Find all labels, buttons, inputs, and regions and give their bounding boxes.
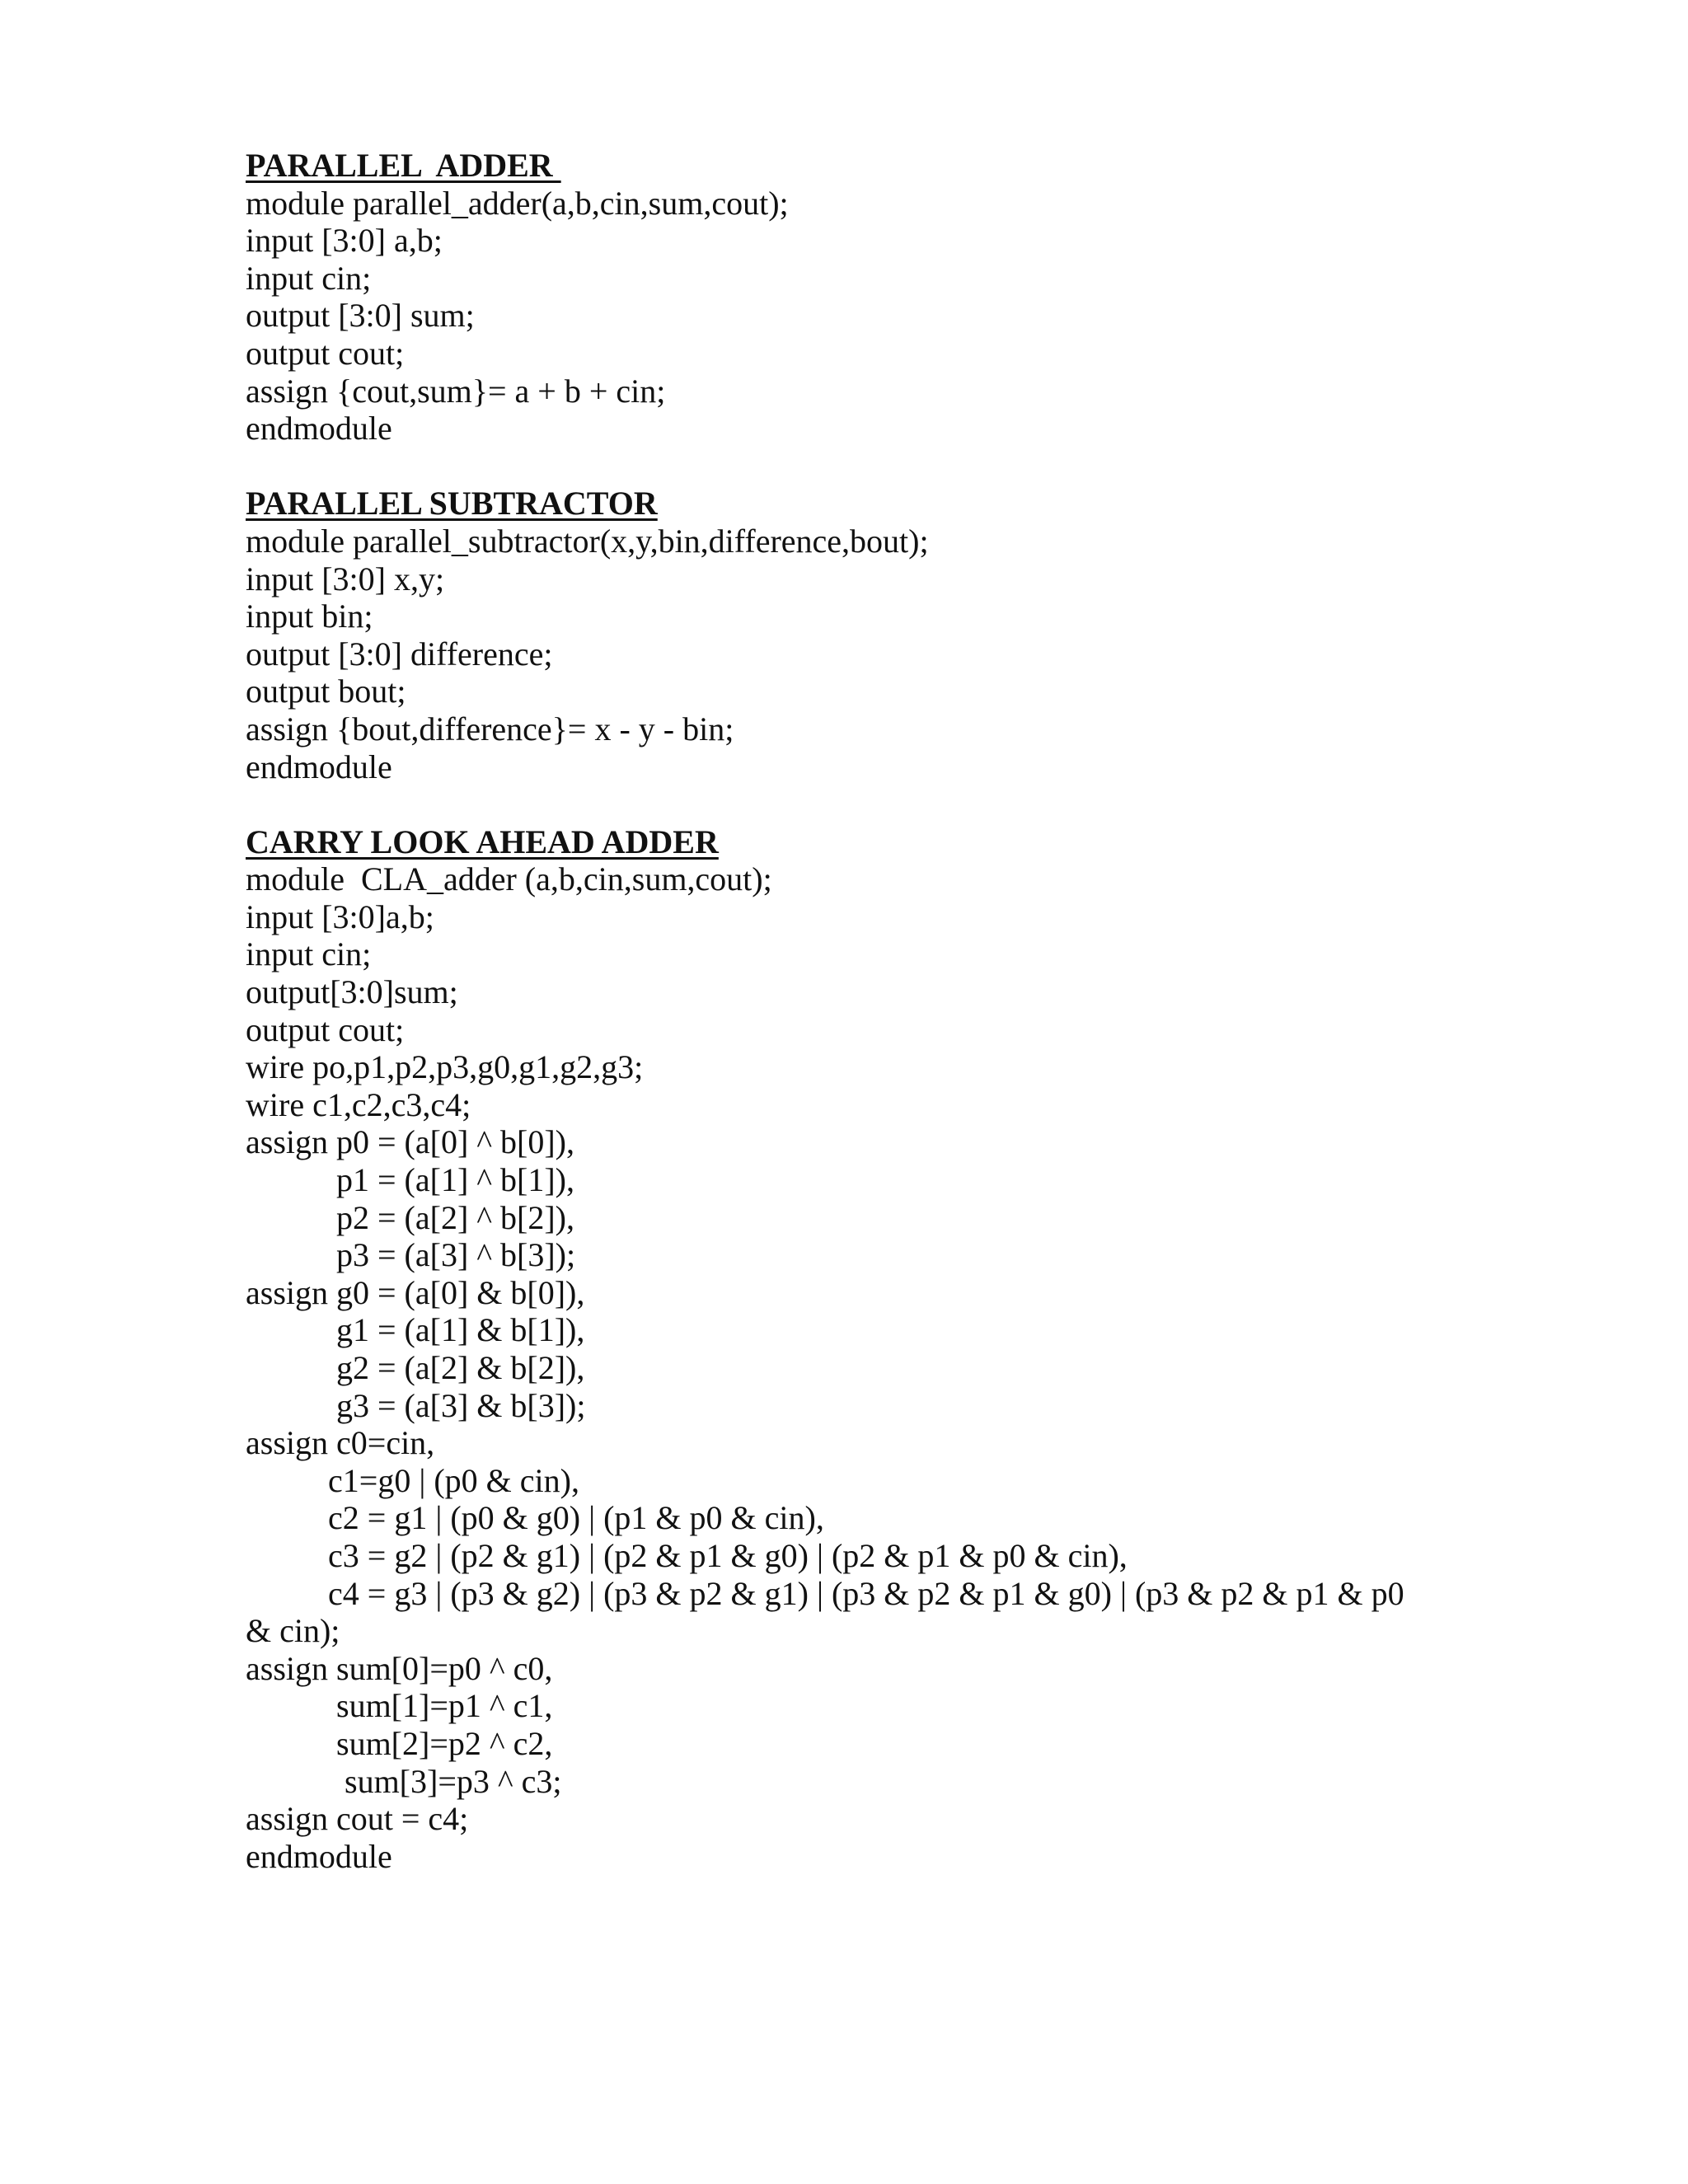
- code-line: input cin;: [246, 259, 372, 297]
- code-line: output cout;: [246, 334, 405, 372]
- code-line: sum[2]=p2 ^ c2,: [246, 1724, 553, 1762]
- code-line: output bout;: [246, 673, 406, 710]
- code-line: assign {cout,sum}= a + b + cin;: [246, 372, 666, 410]
- code-line: g3 = (a[3] & b[3]);: [246, 1386, 586, 1424]
- code-line: wire c1,c2,c3,c4;: [246, 1085, 471, 1123]
- code-line: g1 = (a[1] & b[1]),: [246, 1311, 585, 1349]
- section-parallel-subtractor: [246, 485, 1482, 785]
- section-heading: CARRY LOOK AHEAD ADDER: [246, 823, 719, 860]
- section-parallel-adder: [246, 147, 1482, 448]
- code-line: c2 = g1 | (p0 & g0) | (p1 & p0 & cin),: [246, 1499, 824, 1537]
- code-line: assign cout = c4;: [246, 1800, 469, 1838]
- code-line: input cin;: [246, 935, 372, 973]
- section-heading: PARALLEL ADDER: [246, 147, 561, 184]
- code-line: assign g0 = (a[0] & b[0]),: [246, 1273, 585, 1311]
- code-line: input bin;: [246, 598, 373, 635]
- code-line: wire po,p1,p2,p3,g0,g1,g2,g3;: [246, 1048, 644, 1086]
- code-line: input [3:0] x,y;: [246, 560, 445, 598]
- code-line: c1=g0 | (p0 & cin),: [246, 1461, 579, 1499]
- code-line: module parallel_subtractor(x,y,bin,difference,bout);: [246, 522, 929, 560]
- code-line: assign {bout,difference}= x - y - bin;: [246, 710, 734, 748]
- code-line: output cout;: [246, 1010, 405, 1048]
- document-content: [246, 147, 1482, 1875]
- section-carry-look-ahead-adder: [246, 823, 1482, 1876]
- code-line: sum[3]=p3 ^ c3;: [246, 1762, 562, 1800]
- code-line: endmodule: [246, 410, 392, 448]
- code-line: sum[1]=p1 ^ c1,: [246, 1687, 553, 1725]
- code-line: assign sum[0]=p0 ^ c0,: [246, 1649, 553, 1687]
- code-line: endmodule: [246, 1837, 392, 1875]
- code-line: c4 = g3 | (p3 & g2) | (p3 & p2 & g1) | (p3 & p2 & p1 & g0) | (p3 & p2 & p1 & p0: [246, 1574, 1404, 1612]
- code-line: p1 = (a[1] ^ b[1]),: [246, 1161, 575, 1199]
- code-line: module CLA_adder (a,b,cin,sum,cout);: [246, 860, 772, 898]
- code-line: input [3:0]a,b;: [246, 898, 434, 935]
- code-line: output[3:0]sum;: [246, 973, 458, 1011]
- section-heading: PARALLEL SUBTRACTOR: [246, 485, 658, 523]
- code-line: endmodule: [246, 748, 392, 785]
- code-line: g2 = (a[2] & b[2]),: [246, 1349, 585, 1386]
- code-line: module parallel_adder(a,b,cin,sum,cout);: [246, 184, 789, 222]
- code-line: assign c0=cin,: [246, 1424, 435, 1462]
- code-line: output [3:0] difference;: [246, 635, 553, 673]
- code-line: input [3:0] a,b;: [246, 222, 443, 260]
- code-line: & cin);: [246, 1612, 340, 1650]
- code-line: output [3:0] sum;: [246, 297, 475, 335]
- code-line: assign p0 = (a[0] ^ b[0]),: [246, 1123, 575, 1161]
- code-line: p3 = (a[3] ^ b[3]);: [246, 1236, 576, 1274]
- code-line: c3 = g2 | (p2 & g1) | (p2 & p1 & g0) | (p2 & p1 & p0 & cin),: [246, 1536, 1128, 1574]
- code-line: p2 = (a[2] ^ b[2]),: [246, 1198, 575, 1236]
